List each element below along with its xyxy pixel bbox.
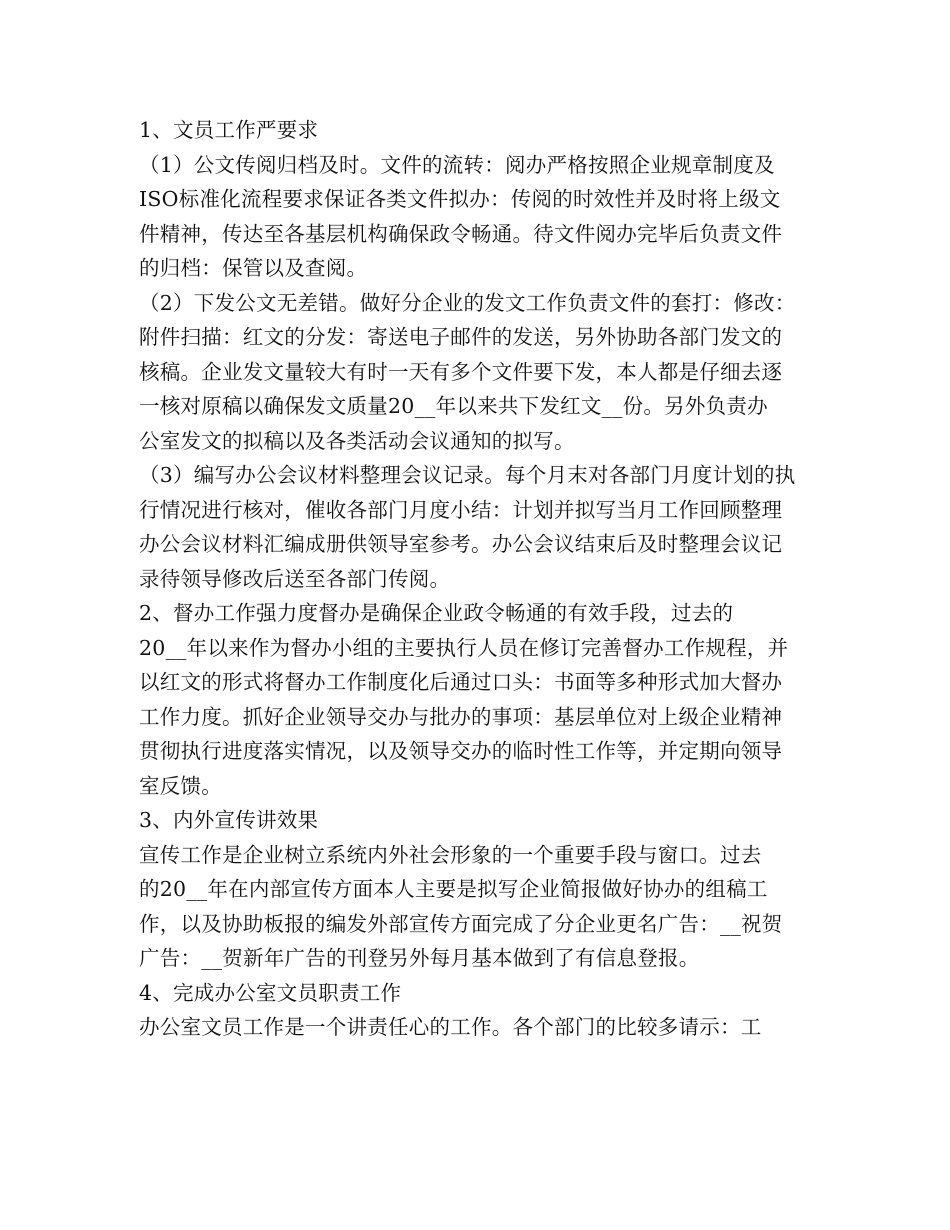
heading-4: 4、完成办公室文员职责工作 [139, 980, 402, 1005]
paragraph-line: 以红文的形式将督办工作制度化后通过口头：书面等多种形式加大督办 [139, 670, 783, 694]
heading-1: 1、文员工作严要求 [139, 118, 319, 142]
paragraph-line: 室反馈。 [139, 773, 222, 798]
paragraph-line: 广告：__贺新年广告的刊登另外每月基本做到了有信息登报。 [139, 946, 700, 970]
paragraph-line: 的归档：保管以及查阅。 [139, 256, 368, 280]
paragraph-line: 办公会议材料汇编成册供领导室参考。办公会议结束后及时整理会议记 [139, 532, 783, 556]
paragraph-line: 的20__年在内部宣传方面本人主要是拟写企业简报做好协办的组稿工 [139, 877, 768, 901]
paragraph-line: 核稿。企业发文量较大有时一天有多个文件要下发，本人都是仔细去逐 [139, 359, 783, 384]
heading-3: 3、内外宣传讲效果 [139, 808, 319, 832]
paragraph-line: （1）公文传阅归档及时。文件的流转：阅办严格按照企业规章制度及 [139, 152, 775, 177]
paragraph-line: 录待领导修改后送至各部门传阅。 [139, 566, 451, 591]
paragraph-line: 办公室文员工作是一个讲责任心的工作。各个部门的比较多请示：工 [139, 1015, 762, 1039]
paragraph-line: 作，以及协助板报的编发外部宣传方面完成了分企业更名广告：__祝贺 [139, 911, 783, 936]
paragraph-line: 宣传工作是企业树立系统内外社会形象的一个重要手段与窗口。过去 [139, 842, 762, 867]
paragraph-line: （2）下发公文无差错。做好分企业的发文工作负责文件的套打：修改： [139, 290, 796, 315]
paragraph-line: 一核对原稿以确保发文质量20__年以来共下发红文__份。另外负责办 [139, 394, 768, 418]
paragraph-line: 附件扫描：红文的分发：寄送电子邮件的发送，另外协助各部门发文的 [139, 325, 783, 349]
heading-2: 2、督办工作强力度督办是确保企业政令畅通的有效手段，过去的 [139, 601, 734, 625]
paragraph-line: 贯彻执行进度落实情况，以及领导交办的临时性工作等，并定期向领导 [139, 739, 783, 763]
paragraph-line: （3）编写办公会议材料整理会议记录。每个月末对各部门月度计划的执 [139, 463, 796, 487]
paragraph-line: 行情况进行核对，催收各部门月度小结：计划并拟写当月工作回顾整理 [139, 497, 783, 522]
paragraph-line: 件精神，传达至各基层机构确保政令畅通。待文件阅办完毕后负责文件 [139, 221, 783, 246]
document-body [139, 113, 811, 1045]
paragraph-line: ISO标准化流程要求保证各类文件拟办：传阅的时效性并及时将上级文 [139, 187, 781, 211]
paragraph-line: 20__年以来作为督办小组的主要执行人员在修订完善督办工作规程，并 [139, 635, 789, 660]
paragraph-line: 公室发文的拟稿以及各类活动会议通知的拟写。 [139, 428, 575, 453]
paragraph-line: 工作力度。抓好企业领导交办与批办的事项：基层单位对上级企业精神 [139, 704, 783, 729]
